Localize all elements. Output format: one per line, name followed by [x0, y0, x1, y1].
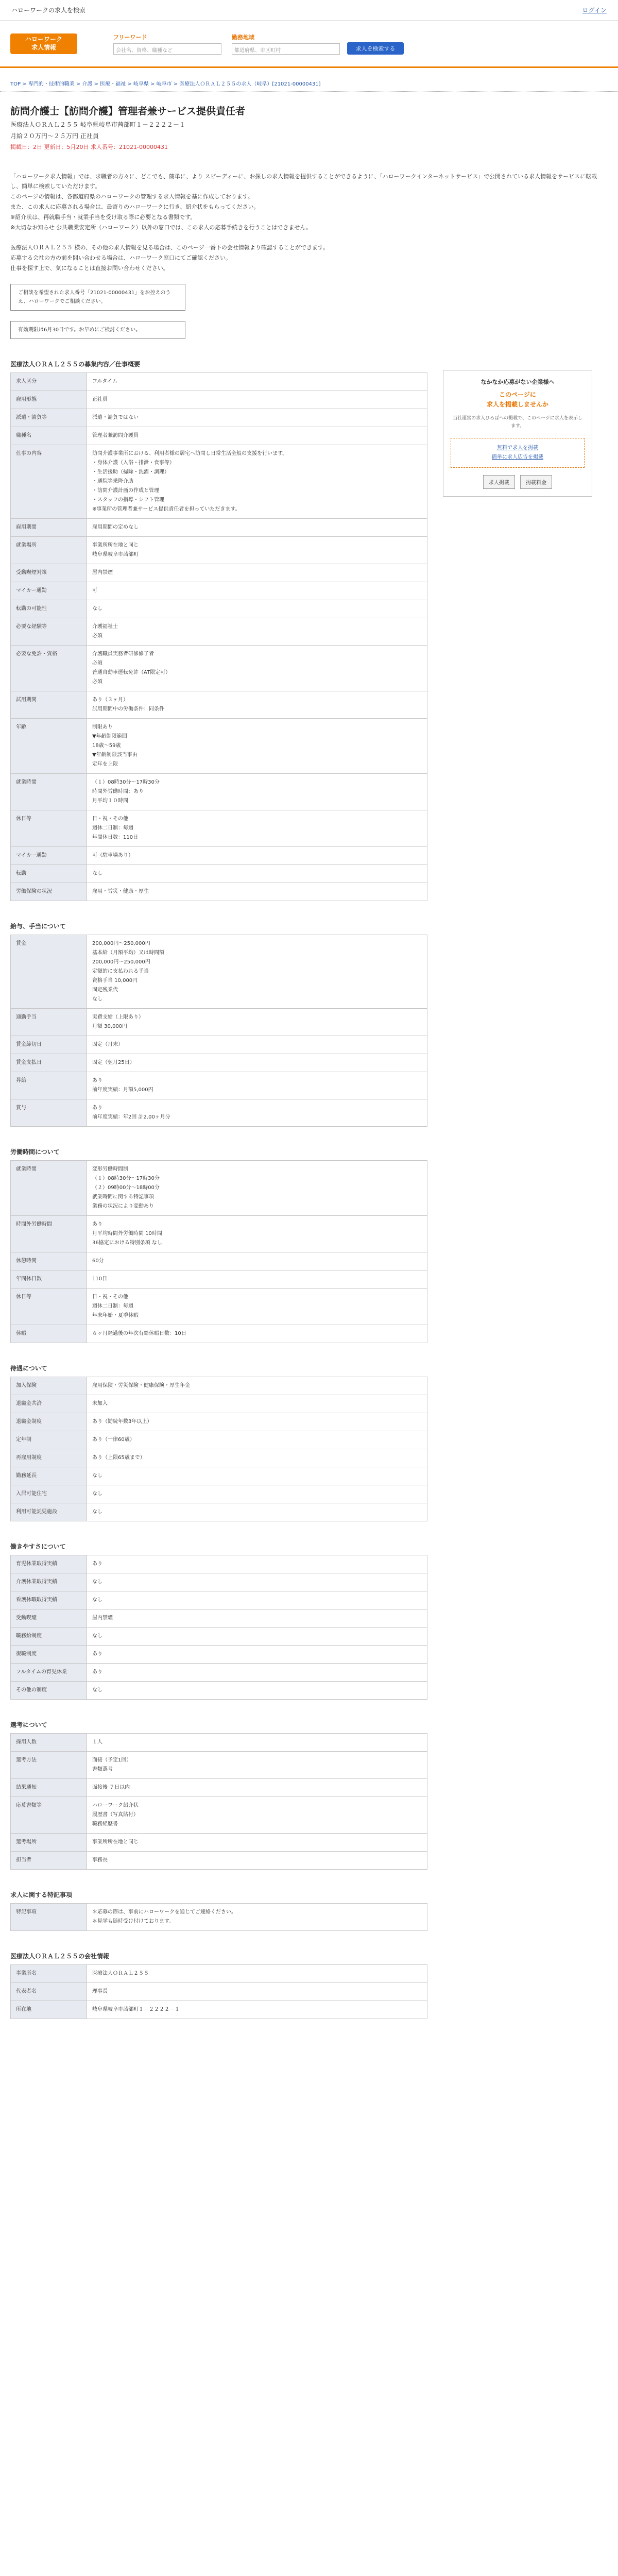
row-label: マイカー通勤: [11, 582, 87, 600]
row-value: あり: [87, 1645, 427, 1663]
row-label: 所在地: [11, 2001, 87, 2019]
side-title: なかなか応募がない企業様へ: [480, 378, 555, 385]
row-value: あり 前年度実績：年2回 計2.00ヶ月分: [87, 1099, 427, 1126]
row-label: 雇用形態: [11, 391, 87, 409]
table-row: [11, 645, 427, 691]
job-meta: 掲載日：2日 更新日：5月20日 求人番号：21021-00000431: [10, 143, 168, 150]
side-ad-box: [443, 370, 592, 497]
table-row: [11, 1982, 427, 2001]
row-label: 必要な経験等: [11, 618, 87, 645]
row-value: 日・祝・その他 週休二日制：毎週 年間休日数：110日: [87, 810, 427, 846]
company-line: 医療法人ＯＲＡＬ２５５ 岐阜県岐阜市茜部町１－２２２２－１: [10, 121, 185, 128]
free-word-input[interactable]: 会社名、資格、職種など: [113, 43, 221, 55]
row-label: 休日等: [11, 1288, 87, 1325]
table-row: [11, 1036, 427, 1054]
row-label: 退職金制度: [11, 1413, 87, 1431]
section-table: [10, 1903, 427, 1931]
table-row: [11, 600, 427, 618]
table-row: [11, 1609, 427, 1627]
row-value: なし: [87, 1503, 427, 1521]
row-label: 休暇: [11, 1325, 87, 1343]
side-price-button[interactable]: 掲載料金: [520, 475, 552, 489]
row-label: 入居可能住宅: [11, 1485, 87, 1503]
row-value: 110日: [87, 1270, 427, 1288]
table-row: [11, 1903, 427, 1930]
table-row: [11, 1413, 427, 1431]
row-label: 時間外労働時間: [11, 1215, 87, 1252]
row-label: 看護休暇取得実績: [11, 1591, 87, 1609]
table-row: [11, 718, 427, 773]
table-row: [11, 372, 427, 391]
login-link[interactable]: ログイン: [582, 7, 607, 14]
row-value: 200,000円～250,000円 基本給（月額平均）又は時間額 200,000円～250,000円 定額的に支払われる手当 資格手当 10,000円 固定残業代 なし: [87, 935, 427, 1008]
row-label: 応募書類等: [11, 1797, 87, 1833]
section-title: 医療法人ＯＲＡＬ２５５の会社情報: [10, 1952, 110, 1960]
row-value: 屋内禁煙: [87, 1609, 427, 1627]
row-label: 利用可能託児施設: [11, 1503, 87, 1521]
row-label: 再雇用制度: [11, 1449, 87, 1467]
row-value: 雇用期間の定めなし: [87, 518, 427, 536]
row-value: あり: [87, 1663, 427, 1681]
notice-p8: 仕事を探す上で、気になることは直接お問い合わせください。: [10, 264, 169, 272]
row-label: 昇給: [11, 1072, 87, 1099]
salary-line: 月給２０万円〜２５万円 正社員: [10, 132, 99, 140]
table-row: [11, 1252, 427, 1270]
row-label: 賞与: [11, 1099, 87, 1126]
row-label: 特記事項: [11, 1903, 87, 1930]
notice-p2: このページの情報は、各都道府県のハローワークの管理する求人情報を基に作成しております。: [10, 193, 253, 200]
section-table: [10, 1733, 427, 1870]
row-value: なし: [87, 1591, 427, 1609]
row-label: 加入保険: [11, 1377, 87, 1395]
table-row: [11, 1072, 427, 1099]
row-value: 面接（予定1回） 書類選考: [87, 1751, 427, 1778]
notice-p5: ※大切なお知らせ 公共職業安定所（ハローワーク）以外の窓口では、この求人の応募手続きを行うことはできません。: [10, 224, 312, 231]
row-label: 年間休日数: [11, 1270, 87, 1288]
row-value: あり 前年度実績：月額5,000円: [87, 1072, 427, 1099]
table-row: [11, 1160, 427, 1215]
top-bar: [0, 0, 618, 21]
logo-line-1: ハローワーク: [25, 35, 62, 43]
table-row: [11, 1395, 427, 1413]
row-label: 就業時間: [11, 773, 87, 810]
row-value: あり（上限65歳まで）: [87, 1449, 427, 1467]
row-label: 転勤の可能性: [11, 600, 87, 618]
row-value: 60分: [87, 1252, 427, 1270]
row-value: 岐阜県岐阜市茜部町１－２２２２－１: [87, 2001, 427, 2019]
section-title: 待遇について: [10, 1364, 47, 1372]
row-value: なし: [87, 1485, 427, 1503]
notice-p1: 「ハローワーク求人情報」では、求職者の方々に、どこでも、簡単に、より スピーディーに、お探しの求人情報を提供することができるように、「ハローワークインターネットサービス」で公開されている求人情報をサービスに転載し、簡単に検索していただけます。: [10, 173, 597, 190]
side-post-button[interactable]: 求人掲載: [483, 475, 515, 489]
row-value: ６ヶ月経過後の年次有給休暇日数：10日: [87, 1325, 427, 1343]
table-row: [11, 1270, 427, 1288]
section-table: [10, 1377, 427, 1521]
table-row: [11, 1555, 427, 1573]
row-value: 固定（月末）: [87, 1036, 427, 1054]
breadcrumb[interactable]: TOP > 専門的・技術的職業 > 介護 > 医療・福祉 > 岐阜県 > 岐阜市 > 医療法人ＯＲＡＬ２５５の求人（岐阜）[21021-00000431]: [0, 75, 618, 92]
row-label: 結果通知: [11, 1778, 87, 1797]
search-button[interactable]: 求人を検索する: [347, 42, 404, 55]
header-search: [113, 33, 404, 55]
row-label: 事業所名: [11, 1964, 87, 1982]
row-value: 介護福祉士 必須: [87, 618, 427, 645]
job-detail-sections: [10, 360, 427, 2019]
table-row: [11, 883, 427, 901]
row-value: なし: [87, 865, 427, 883]
row-value: 管理者兼訪問介護員: [87, 427, 427, 445]
area-label: 勤務地域: [232, 33, 254, 41]
row-label: 受動喫煙対策: [11, 564, 87, 582]
row-value: 未加入: [87, 1395, 427, 1413]
section-table: [10, 1160, 427, 1343]
table-row: [11, 445, 427, 518]
row-label: 通勤手当: [11, 1008, 87, 1036]
section-title: 労働時間について: [10, 1148, 60, 1156]
side-text: 当社運営の求人ひろばへの掲載で、このページに求人を表示します。: [453, 416, 582, 429]
row-value: 面接後 ７日以内: [87, 1778, 427, 1797]
table-row: [11, 1797, 427, 1833]
row-value: ＊応募の際は、事前にハローワークを通じてご連絡ください。 ＊見学も随時受け付けております。: [87, 1903, 427, 1930]
table-row: [11, 1851, 427, 1869]
logo-line-2: 求人情報: [31, 43, 56, 51]
table-row: [11, 1627, 427, 1645]
row-label: 育児休業取得実績: [11, 1555, 87, 1573]
row-value: 訪問介護事業所における、利用者様の居宅へ訪問し日常生活全般の支援を行います。 ・身体介護（入浴・排泄・食事等） ・生活援助（掃除・洗濯・調理） ・通院等乗降介助 ・訪問介護計画の作成と管理 ・スタッフの指導・シフト管理 ※事業所の管理者兼サービス提供責任者を担っていただきます。: [87, 445, 427, 518]
row-label: 休憩時間: [11, 1252, 87, 1270]
job-title: 訪問介護士【訪問介護】管理者兼サービス提供責任者: [10, 106, 246, 117]
table-row: [11, 1503, 427, 1521]
row-label: 就業場所: [11, 536, 87, 564]
table-row: [11, 391, 427, 409]
row-label: 選考場所: [11, 1833, 87, 1851]
row-value: （１）08時30分～17時30分 時間外労働時間：あり 月平均１０時間: [87, 773, 427, 810]
row-value: なし: [87, 1467, 427, 1485]
row-label: 職種名: [11, 427, 87, 445]
row-label: 試用期間: [11, 691, 87, 718]
table-row: [11, 1467, 427, 1485]
row-value: あり 月平均時間外労働時間 10時間 36協定における特別条項 なし: [87, 1215, 427, 1252]
table-row: [11, 1008, 427, 1036]
row-value: あり（一律60歳）: [87, 1431, 427, 1449]
row-value: 可: [87, 582, 427, 600]
row-value: 変形労働時間制 （１）08時30分～17時30分 （２）09時00分～18時00分 就業時間に関する特記事項 業務の状況により変動あり: [87, 1160, 427, 1215]
row-label: 介護休業取得実績: [11, 1573, 87, 1591]
row-label: 定年制: [11, 1431, 87, 1449]
row-label: 賃金支払日: [11, 1054, 87, 1072]
notice-p3: また、この求人に応募される場合は、最寄りのハローワークに行き、紹介状をもらってください。: [10, 204, 260, 211]
table-row: [11, 773, 427, 810]
table-row: [11, 518, 427, 536]
row-value: 正社員: [87, 391, 427, 409]
row-value: 介護職員実務者研修修了者 必須 普通自動車運転免許（AT限定可） 必須: [87, 645, 427, 691]
row-value: 派遣・請負ではない: [87, 409, 427, 427]
side-post-link[interactable]: 無料で求人を掲載 簡単に求人広告を掲載: [451, 438, 585, 468]
table-row: [11, 1485, 427, 1503]
table-row: [11, 1325, 427, 1343]
row-label: 受動喫煙: [11, 1609, 87, 1627]
row-label: マイカー通勤: [11, 846, 87, 865]
notice-p4: ※紹介状は、再就職手当・就業手当を受け取る際に必要となる書類です。: [10, 213, 196, 221]
row-value: １人: [87, 1733, 427, 1751]
row-value: なし: [87, 600, 427, 618]
row-label: 派遣・請負等: [11, 409, 87, 427]
row-label: 求人区分: [11, 372, 87, 391]
section-title: 医療法人ＯＲＡＬ２５５の募集内容／仕事概要: [10, 360, 141, 368]
notice-box-2: 有効期限は6月30日です。お早めにご検討ください。: [10, 321, 185, 339]
row-label: フルタイムの育児休業: [11, 1663, 87, 1681]
table-row: [11, 2001, 427, 2019]
table-row: [11, 1645, 427, 1663]
table-row: [11, 691, 427, 718]
section-title: 選考について: [10, 1721, 47, 1728]
row-label: 採用人数: [11, 1733, 87, 1751]
row-value: 制限あり ▼年齢制限範囲 18歳～59歳 ▼年齢制限該当事由 定年を上限: [87, 718, 427, 773]
table-row: [11, 935, 427, 1008]
row-value: あり（勤続年数3年以上）: [87, 1413, 427, 1431]
header: [0, 21, 618, 68]
row-label: 雇用期間: [11, 518, 87, 536]
table-row: [11, 1215, 427, 1252]
row-label: 年齢: [11, 718, 87, 773]
row-value: 事務長: [87, 1851, 427, 1869]
row-value: 日・祝・その他 週休二日制：毎週 年末年始・夏季休暇: [87, 1288, 427, 1325]
row-value: 屋内禁煙: [87, 564, 427, 582]
section-table: [10, 935, 427, 1127]
row-label: その他の制度: [11, 1681, 87, 1699]
table-row: [11, 564, 427, 582]
table-row: [11, 1681, 427, 1699]
row-value: フルタイム: [87, 372, 427, 391]
table-row: [11, 865, 427, 883]
table-row: [11, 1054, 427, 1072]
table-row: [11, 810, 427, 846]
notice-p7: 応募する会社の方の前を問い合わせる場合は、ハローワーク窓口にてご確認ください。: [10, 255, 231, 262]
row-label: 職務給制度: [11, 1627, 87, 1645]
row-value: あり: [87, 1555, 427, 1573]
row-value: 実費支給（上限あり） 月額 30,000円: [87, 1008, 427, 1036]
site-logo[interactable]: [10, 33, 77, 54]
section-title: 給与、手当について: [10, 922, 66, 930]
row-label: 転勤: [11, 865, 87, 883]
site-name: ハローワークの求人を検索: [11, 7, 86, 14]
side-emphasis: このページに 求人を掲載しませんか: [486, 391, 548, 408]
table-row: [11, 427, 427, 445]
row-label: 退職金共済: [11, 1395, 87, 1413]
table-row: [11, 1591, 427, 1609]
free-word-label: フリーワード: [113, 33, 147, 41]
row-value: 理事長: [87, 1982, 427, 2001]
table-row: [11, 1751, 427, 1778]
table-row: [11, 1964, 427, 1982]
row-label: 復職制度: [11, 1645, 87, 1663]
section-title: 働きやすさについて: [10, 1543, 66, 1550]
row-label: 労働保険の状況: [11, 883, 87, 901]
table-row: [11, 618, 427, 645]
row-value: 医療法人ＯＲＡＬ２５５: [87, 1964, 427, 1982]
table-row: [11, 1778, 427, 1797]
section-table: [10, 1555, 427, 1700]
row-value: あり（３ヶ月） 試用期間中の労働条件：同条件: [87, 691, 427, 718]
table-row: [11, 582, 427, 600]
row-label: 賃金締切日: [11, 1036, 87, 1054]
row-value: 事業所所在地と同じ 岐阜県岐阜市茜部町: [87, 536, 427, 564]
table-row: [11, 846, 427, 865]
row-label: 仕事の内容: [11, 445, 87, 518]
row-label: 就業時間: [11, 1160, 87, 1215]
table-row: [11, 1099, 427, 1126]
table-row: [11, 1288, 427, 1325]
section-table: [10, 372, 427, 901]
section-title: 求人に関する特記事項: [10, 1891, 73, 1899]
row-value: なし: [87, 1627, 427, 1645]
notice-p6: 医療法人ＯＲＡＬ２５５ 様の、その他の求人情報を見る場合は、このページ一番下の会社情報より確認することができます。: [10, 244, 329, 251]
table-row: [11, 1833, 427, 1851]
row-value: なし: [87, 1573, 427, 1591]
row-label: 代表者名: [11, 1982, 87, 2001]
section-table: [10, 1964, 427, 2019]
table-row: [11, 1573, 427, 1591]
table-row: [11, 409, 427, 427]
notice: [10, 172, 608, 339]
row-value: 雇用保険・労災保険・健康保険・厚生年金: [87, 1377, 427, 1395]
table-row: [11, 536, 427, 564]
row-value: ハローワーク紹介状 履歴書（写真貼付） 職務経歴書: [87, 1797, 427, 1833]
row-value: 事業所所在地と同じ: [87, 1833, 427, 1851]
row-label: 賃金: [11, 935, 87, 1008]
notice-box-1: ご相談を希望された求人番号「21021-00000431」をお控えのうえ、ハローワークでご相談ください。: [10, 284, 185, 311]
row-label: 勤務延長: [11, 1467, 87, 1485]
table-row: [11, 1733, 427, 1751]
table-row: [11, 1431, 427, 1449]
row-value: 雇用・労災・健康・厚生: [87, 883, 427, 901]
row-value: なし: [87, 1681, 427, 1699]
row-value: 可（駐車場あり）: [87, 846, 427, 865]
area-input[interactable]: 都道府県、市区町村: [232, 43, 340, 55]
row-label: 休日等: [11, 810, 87, 846]
table-row: [11, 1663, 427, 1681]
row-label: 必要な免許・資格: [11, 645, 87, 691]
table-row: [11, 1377, 427, 1395]
row-label: 担当者: [11, 1851, 87, 1869]
row-value: 固定（翌月25日）: [87, 1054, 427, 1072]
table-row: [11, 1449, 427, 1467]
row-label: 選考方法: [11, 1751, 87, 1778]
